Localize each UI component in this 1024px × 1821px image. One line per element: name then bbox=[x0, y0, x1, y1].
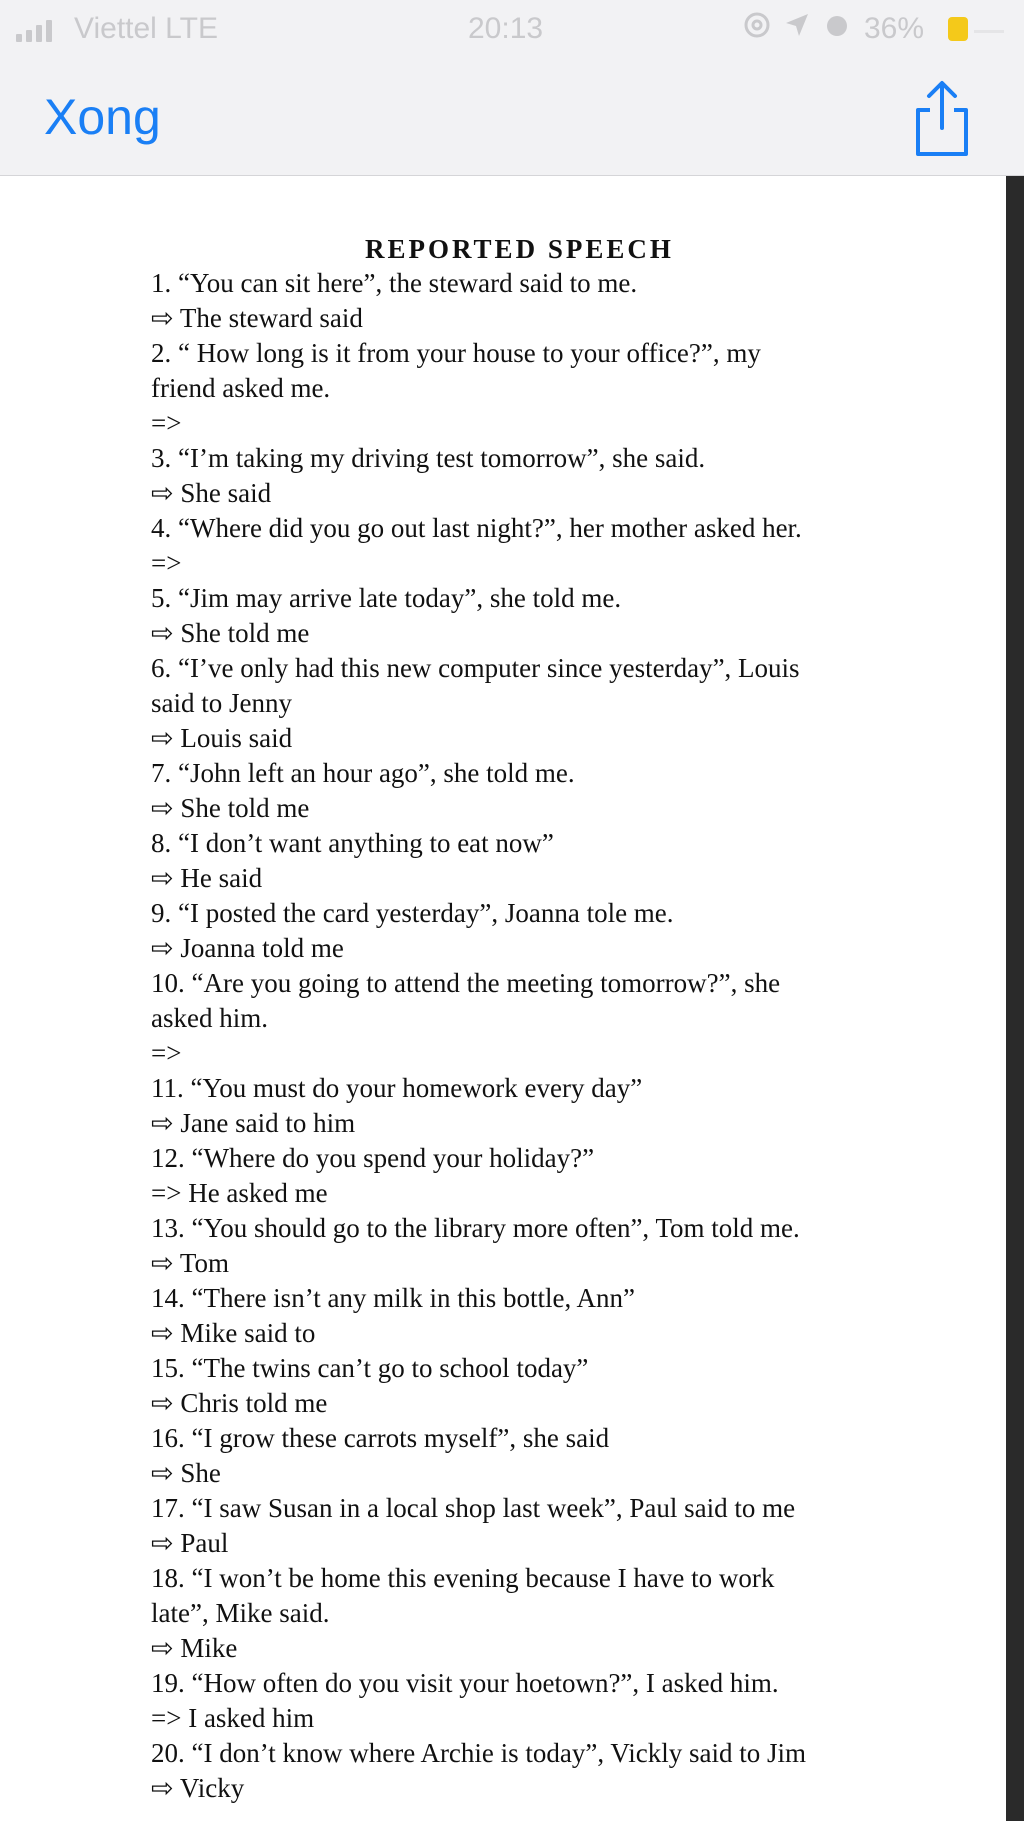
exercise-line: 16. “I grow these carrots myself”, she said bbox=[151, 1423, 610, 1453]
exercise-line: said to Jenny bbox=[151, 688, 292, 718]
battery-icon bbox=[948, 17, 968, 41]
page-edge bbox=[1006, 176, 1024, 1821]
exercise-line: ⇨ Mike said to bbox=[151, 1318, 316, 1348]
exercise-line: ⇨ Jane said to him bbox=[151, 1108, 356, 1138]
exercise-line: ⇨ Louis said bbox=[151, 723, 293, 753]
exercise-line: 14. “There isn’t any milk in this bottle, Ann” bbox=[151, 1283, 635, 1313]
location-arrow-icon bbox=[784, 12, 810, 38]
share-icon bbox=[910, 76, 974, 160]
exercise-line: => He asked me bbox=[151, 1178, 328, 1208]
document-page bbox=[0, 176, 1006, 1821]
exercise-line: ⇨ Paul bbox=[151, 1528, 229, 1558]
exercise-line: ⇨ She said bbox=[151, 478, 272, 508]
navigation-bar bbox=[0, 60, 1024, 176]
exercise-line: 6. “I’ve only had this new computer since yesterday”, Louis bbox=[151, 653, 800, 683]
exercise-line: 11. “You must do your homework every day” bbox=[151, 1073, 643, 1103]
exercise-line: 3. “I’m taking my driving test tomorrow”, she said. bbox=[151, 443, 706, 473]
exercise-line: ⇨ Tom bbox=[151, 1248, 229, 1278]
exercise-line: ⇨ She bbox=[151, 1458, 221, 1488]
exercise-line: 10. “Are you going to attend the meeting tomorrow?”, she bbox=[151, 968, 781, 998]
exercise-line: 13. “You should go to the library more often”, Tom told me. bbox=[151, 1213, 800, 1243]
exercise-line: 20. “I don’t know where Archie is today”, Vickly said to Jim bbox=[151, 1738, 807, 1768]
exercise-line: 8. “I don’t want anything to eat now” bbox=[151, 828, 554, 858]
exercise-list bbox=[151, 266, 991, 1806]
exercise-line: 2. “ How long is it from your house to your office?”, my bbox=[151, 338, 761, 368]
exercise-line: 18. “I won’t be home this evening because I have to work bbox=[151, 1563, 775, 1593]
exercise-line: ⇨ He said bbox=[151, 863, 263, 893]
exercise-line: 7. “John left an hour ago”, she told me. bbox=[151, 758, 575, 788]
document-title: REPORTED SPEECH bbox=[365, 234, 674, 264]
exercise-line: 9. “I posted the card yesterday”, Joanna tole me. bbox=[151, 898, 674, 928]
exercise-line: asked him. bbox=[151, 1003, 268, 1033]
exercise-line: ⇨ The steward said bbox=[151, 303, 363, 333]
exercise-line: ⇨ Joanna told me bbox=[151, 933, 344, 963]
status-bar bbox=[0, 0, 1024, 60]
carrier-label: Viettel LTE bbox=[74, 12, 218, 45]
exercise-line: 12. “Where do you spend your holiday?” bbox=[151, 1143, 595, 1173]
exercise-line: 19. “How often do you visit your hoetown?”, I asked him. bbox=[151, 1668, 779, 1698]
exercise-line: ⇨ She told me bbox=[151, 793, 310, 823]
exercise-line: => I asked him bbox=[151, 1703, 315, 1733]
exercise-line: ⇨ She told me bbox=[151, 618, 310, 648]
exercise-line: ⇨ Chris told me bbox=[151, 1388, 328, 1418]
exercise-line: 15. “The twins can’t go to school today” bbox=[151, 1353, 589, 1383]
signal-icon bbox=[16, 20, 52, 42]
exercise-line: 4. “Where did you go out last night?”, her mother asked her. bbox=[151, 513, 802, 543]
exercise-line: 1. “You can sit here”, the steward said to me. bbox=[151, 268, 638, 298]
exercise-line: 5. “Jim may arrive late today”, she told me. bbox=[151, 583, 622, 613]
battery-percentage: 36% bbox=[864, 12, 925, 45]
exercise-line: ⇨ Mike bbox=[151, 1633, 238, 1663]
status-time: 20:13 bbox=[468, 12, 544, 45]
exercise-line: => bbox=[151, 1038, 182, 1068]
exercise-line: => bbox=[151, 548, 182, 578]
exercise-line: ⇨ Vicky bbox=[151, 1773, 245, 1803]
share-button[interactable] bbox=[910, 76, 974, 160]
exercise-line: late”, Mike said. bbox=[151, 1598, 330, 1628]
at-icon bbox=[744, 12, 770, 38]
exercise-line: => bbox=[151, 408, 182, 438]
done-button[interactable]: Xong bbox=[44, 89, 161, 145]
alarm-icon bbox=[824, 12, 850, 38]
exercise-line: 17. “I saw Susan in a local shop last week”, Paul said to me bbox=[151, 1493, 796, 1523]
system-icons bbox=[744, 12, 850, 38]
battery-outline bbox=[974, 30, 1004, 33]
exercise-line: friend asked me. bbox=[151, 373, 331, 403]
